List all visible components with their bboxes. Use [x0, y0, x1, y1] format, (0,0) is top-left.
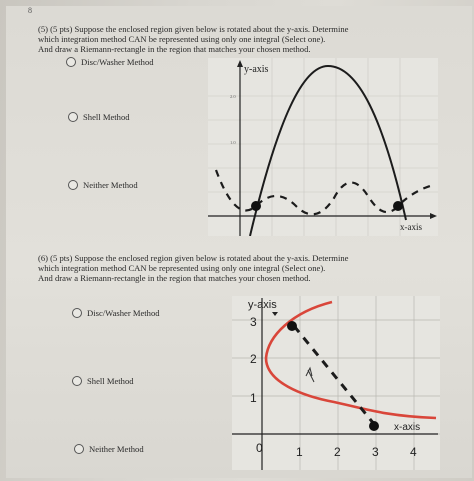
- q6-option-shell-label: Shell Method: [87, 376, 134, 386]
- q6-x-tick-1: 1: [296, 445, 303, 459]
- q5-option-shell[interactable]: [68, 112, 130, 122]
- q6-y-tick-2: 2: [250, 352, 257, 366]
- q6-y-tick-3: 3: [250, 315, 257, 329]
- q6-line3: And draw a Riemann-rectangle in the region that matches your chosen method.: [38, 273, 311, 283]
- q6-intersection-point-top: [287, 321, 297, 331]
- q6-option-disc-washer[interactable]: [72, 308, 160, 318]
- q6-x-tick-2: 2: [334, 445, 341, 459]
- radio-icon[interactable]: [68, 180, 78, 190]
- q6-y-axis-label: y-axis: [248, 299, 277, 311]
- q6-x-tick-4: 4: [410, 445, 417, 459]
- radio-icon[interactable]: [72, 376, 82, 386]
- q6-graph: [232, 296, 440, 470]
- q6-option-shell[interactable]: [72, 376, 134, 386]
- q5-option-neither-label: Neither Method: [83, 180, 138, 190]
- radio-icon[interactable]: [72, 308, 82, 318]
- q5-option-disc-washer[interactable]: [66, 57, 154, 67]
- q5-option-disc-washer-label: Disc/Washer Method: [81, 57, 154, 67]
- q6-option-neither[interactable]: [74, 444, 144, 454]
- q6-line2: which integration method CAN be represented using only one integral (Select one).: [38, 263, 326, 273]
- radio-icon[interactable]: [68, 112, 78, 122]
- q5-x-axis-label: x-axis: [400, 222, 422, 232]
- page-mark: 8: [28, 6, 32, 15]
- q6-x-tick-3: 3: [372, 445, 379, 459]
- q5-intersection-point-left: [251, 201, 261, 211]
- radio-icon[interactable]: [74, 444, 84, 454]
- q6-graph-background: [232, 296, 440, 470]
- q6-x-tick-0: 0: [256, 441, 263, 455]
- q6-x-axis-label: x-axis: [394, 422, 421, 433]
- q5-line1: (5) (5 pts) Suppose the enclosed region given below is rotated about the y-axis. Determine: [38, 24, 349, 34]
- q6-intersection-point-bottom: [369, 421, 379, 431]
- q6-option-disc-washer-label: Disc/Washer Method: [87, 308, 160, 318]
- q6-y-tick-1: 1: [250, 391, 257, 405]
- q6-line1: (6) (5 pts) Suppose the enclosed region given below is rotated about the y-axis. Determine: [38, 253, 349, 263]
- q5-intersection-point-right: [393, 201, 403, 211]
- q5-option-neither[interactable]: [68, 180, 138, 190]
- q5-option-shell-label: Shell Method: [83, 112, 130, 122]
- q5-tick-2: 2.0: [230, 94, 236, 99]
- q5-graph: [208, 58, 438, 236]
- q5-tick-1: 1.0: [230, 140, 236, 145]
- radio-icon[interactable]: [66, 57, 76, 67]
- q5-line2: which integration method CAN be represented using only one integral (Select one).: [38, 34, 326, 44]
- q6-option-neither-label: Neither Method: [89, 444, 144, 454]
- q5-line3: And draw a Riemann-rectangle in the region that matches your chosen method.: [38, 44, 311, 54]
- q5-y-axis-label: y-axis: [244, 64, 269, 75]
